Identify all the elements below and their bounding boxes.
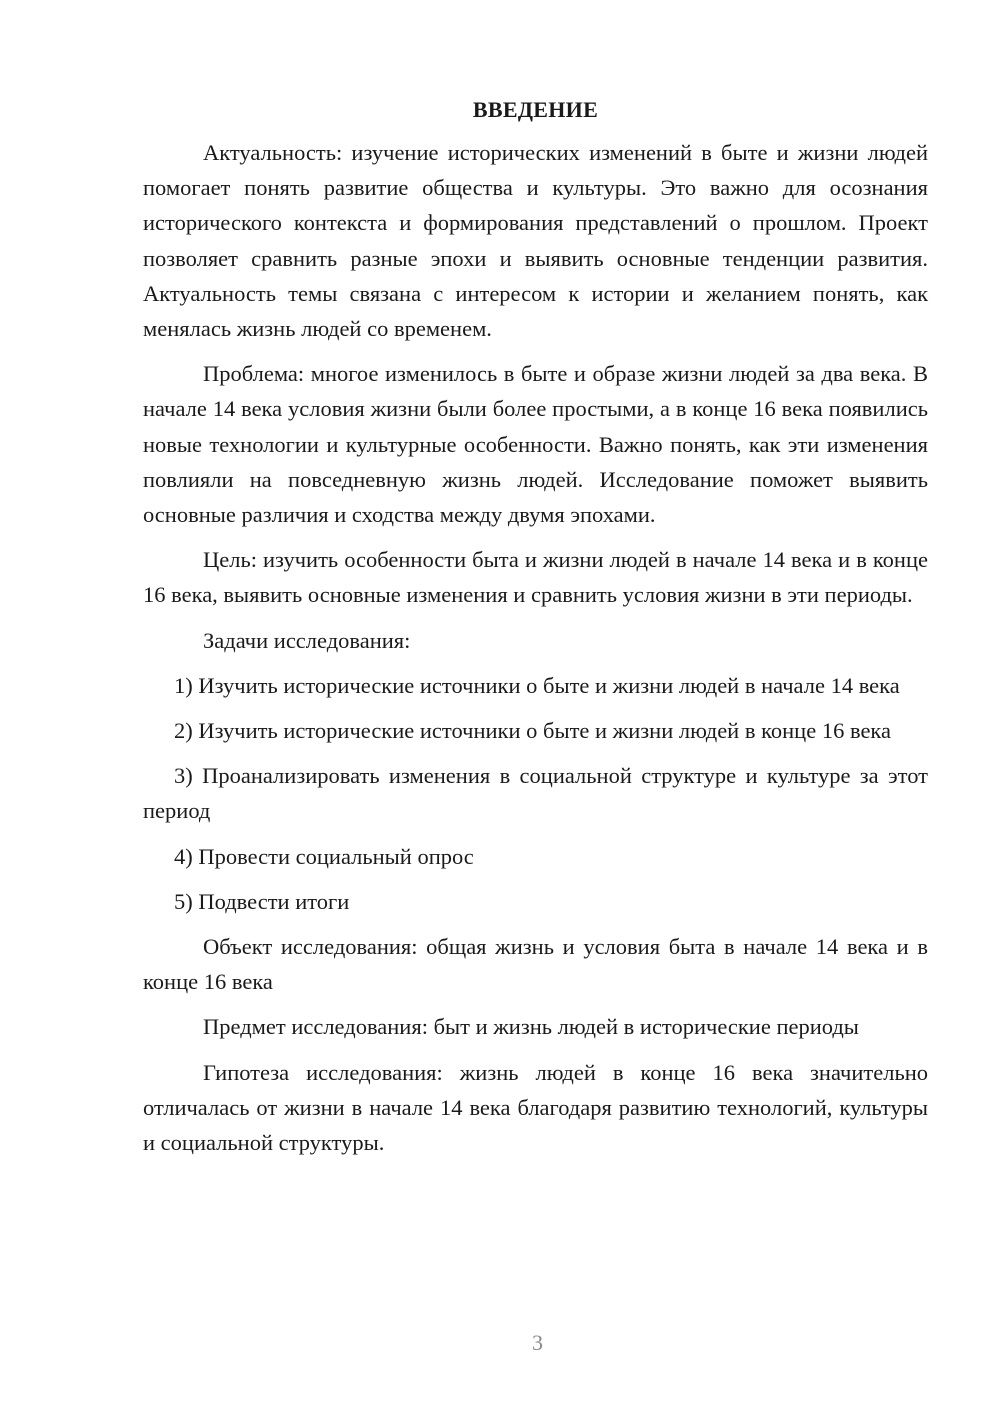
paragraph-goal: Цель: изучить особенности быта и жизни людей в начале 14 века и в конце 16 века, выявить основные изменения и сравнить условия жизни в эти периоды.: [143, 547, 928, 608]
task-item-4: 4) Провести социальный опрос: [174, 843, 474, 869]
paragraph-object: Объект исследования: общая жизнь и условия быта в начале 14 века и в конце 16 века: [143, 934, 928, 995]
paragraph-subject: Предмет исследования: быт и жизнь людей в исторические периоды: [203, 1014, 859, 1040]
page-number: 3: [532, 1330, 543, 1355]
task-item-5: 5) Подвести итоги: [174, 888, 350, 914]
tasks-heading: Задачи исследования:: [203, 627, 411, 653]
task-item-1: 1) Изучить исторические источники о быте и жизни людей в начале 14 века: [174, 672, 900, 698]
task-item-3: 3) Проанализировать изменения в социальной структуре и культуре за этот период: [143, 763, 928, 824]
page-content: [143, 93, 928, 1170]
paragraph-relevance: Актуальность: изучение исторических изменений в быте и жизни людей помогает понять развитие общества и культуры. Это важно для осознания исторического контекста и формирования представлений о прошлом. Проект позволяет сравнить разные эпохи и выявить основные тенденции развития. Актуальность темы связана с интересом к истории и желанием понять, как менялась жизнь людей со временем.: [143, 140, 928, 342]
paragraph-problem: Проблема: многое изменилось в быте и образе жизни людей за два века. В начале 14 века условия жизни были более простыми, а в конце 16 века появились новые технологии и культурные особенности. Важно понять, как эти изменения повлияли на повседневную жизнь людей. Исследование поможет выявить основные различия и сходства между двумя эпохами.: [143, 361, 928, 528]
paragraph-hypothesis: Гипотеза исследования: жизнь людей в конце 16 века значительно отличалась от жизни в начале 14 века благодаря развитию технологий, культуры и социальной структуры.: [143, 1059, 928, 1156]
task-item-2: 2) Изучить исторические источники о быте и жизни людей в конце 16 века: [174, 718, 892, 744]
section-title: ВВЕДЕНИЕ: [472, 97, 599, 122]
